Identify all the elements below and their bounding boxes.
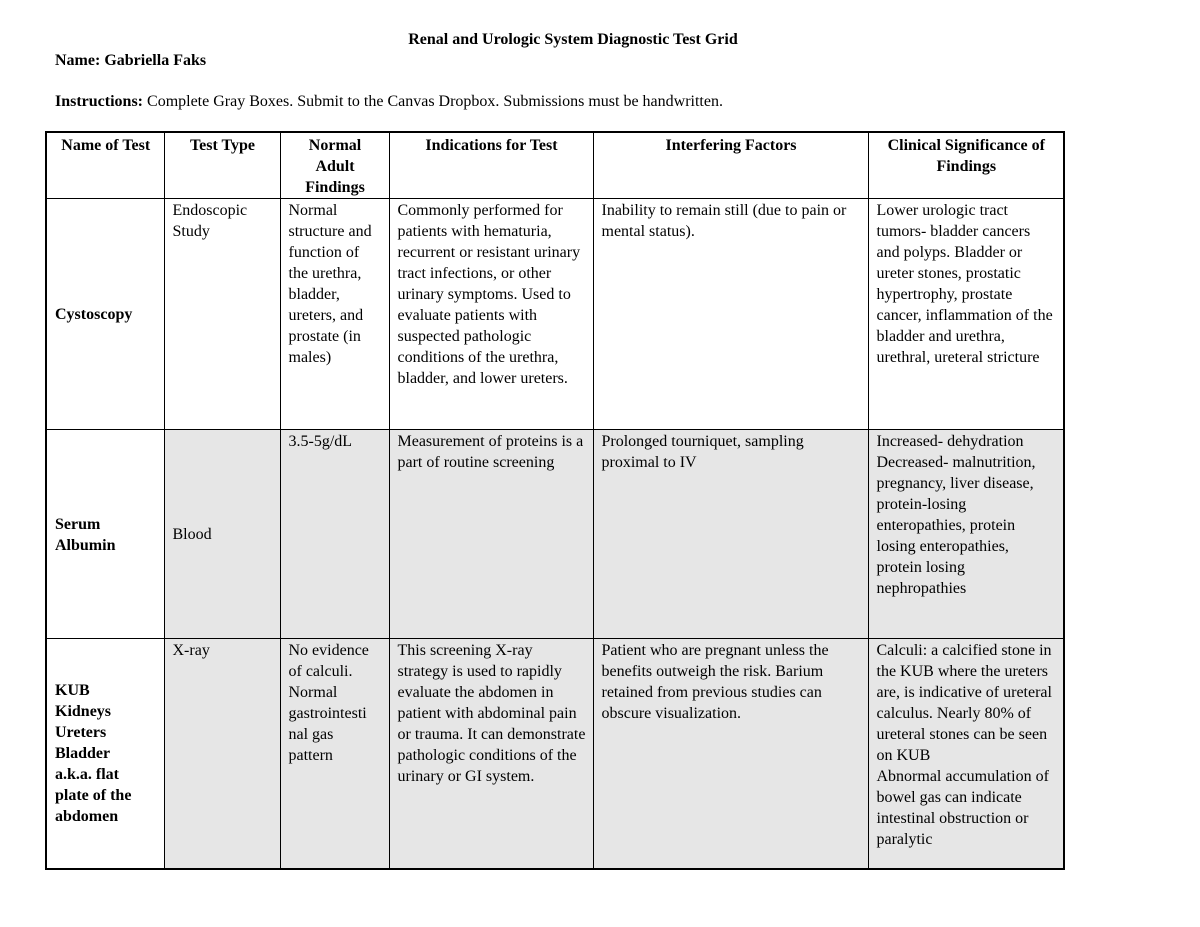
test-type: Blood bbox=[172, 526, 212, 543]
normal-findings-cell bbox=[280, 430, 389, 639]
normal-findings-cell bbox=[280, 199, 389, 430]
indications: Measurement of proteins is a part of routine screening bbox=[397, 433, 584, 471]
indications: Commonly performed for patients with hematuria, recurrent or resistant urinary tract infections, or other urinary symptoms. Used to evaluate patients with suspected pathologic conditions of the urethra, bladder, and lower ureters. bbox=[397, 202, 581, 387]
normal-findings: Normal structure and function of the urethra, bladder, ureters, and prostate (in males) bbox=[288, 202, 372, 366]
instructions-text: Complete Gray Boxes. Submit to the Canvas Dropbox. Submissions must be handwritten. bbox=[143, 93, 723, 110]
indications: This screening X-ray strategy is used to rapidly evaluate the abdomen in patient with abdominal pain or trauma. It can demonstrate pathologic conditions of the urinary or GI system. bbox=[397, 642, 586, 785]
normal-findings: No evidence of calculi. Normal gastrointesti nal gas pattern bbox=[288, 642, 369, 764]
instructions bbox=[55, 92, 723, 112]
test-name: Serum Albumin bbox=[55, 515, 116, 554]
test-type-cell bbox=[164, 199, 280, 430]
test-name-cell bbox=[46, 199, 164, 430]
interfering-factors: Prolonged tourniquet, sampling proximal to IV bbox=[601, 433, 804, 471]
test-name-cell bbox=[46, 639, 164, 869]
interfering-factors: Patient who are pregnant unless the benefits outweigh the risk. Barium retained from previous studies can obscure visualization. bbox=[601, 642, 829, 722]
header-name-of-test: Name of Test bbox=[46, 132, 164, 199]
table-row bbox=[46, 639, 1064, 869]
clinical-significance-cell bbox=[868, 199, 1064, 430]
test-type-cell bbox=[164, 639, 280, 869]
test-type: Endoscopic Study bbox=[172, 202, 248, 240]
document-title: Renal and Urologic System Diagnostic Test Grid bbox=[408, 31, 738, 48]
interfering-factors: Inability to remain still (due to pain or mental status). bbox=[601, 202, 847, 240]
header-interfering-factors: Interfering Factors bbox=[593, 132, 868, 199]
header-clinical-significance: Clinical Significance of Findings bbox=[868, 132, 1064, 199]
test-type: X-ray bbox=[172, 642, 210, 659]
clinical-significance-cell bbox=[868, 430, 1064, 639]
test-name: KUB Kidneys Ureters Bladder a.k.a. flat plate of the abdomen bbox=[55, 682, 132, 826]
clinical-significance-cell bbox=[868, 639, 1064, 869]
clinical-significance: Increased- dehydration Decreased- malnutrition, pregnancy, liver disease, protein-losing enteropathies, protein losing enteropathies, protein losing nephropathies bbox=[876, 433, 1036, 597]
header-row bbox=[46, 132, 1064, 199]
diagnostic-test-grid bbox=[45, 131, 1065, 870]
header-test-type: Test Type bbox=[164, 132, 280, 199]
indications-cell bbox=[389, 199, 593, 430]
header-normal-adult-findings: Normal Adult Findings bbox=[280, 132, 389, 199]
indications-cell bbox=[389, 639, 593, 869]
table-row bbox=[46, 430, 1064, 639]
test-type-cell bbox=[164, 430, 280, 639]
student-name: Name: Gabriella Faks bbox=[55, 52, 207, 69]
interfering-factors-cell bbox=[593, 639, 868, 869]
header-indications: Indications for Test bbox=[389, 132, 593, 199]
normal-findings: 3.5-5g/dL bbox=[288, 433, 353, 450]
clinical-significance: Lower urologic tract tumors- bladder cancers and polyps. Bladder or ureter stones, prostatic hypertrophy, prostate cancer, inflammation of the bladder and urethra, urethral, ureteral stricture bbox=[876, 202, 1053, 366]
test-name-cell bbox=[46, 430, 164, 639]
table-row bbox=[46, 199, 1064, 430]
interfering-factors-cell bbox=[593, 199, 868, 430]
indications-cell bbox=[389, 430, 593, 639]
interfering-factors-cell bbox=[593, 430, 868, 639]
instructions-label: Instructions: bbox=[55, 93, 144, 110]
clinical-significance: Calculi: a calcified stone in the KUB where the ureters are, is indicative of ureteral calculus. Nearly 80% of ureteral stones can be seen on KUB Abnormal accumulation of bowel gas can indicate intestinal obstruction or paralytic bbox=[876, 642, 1052, 848]
test-name: Cystoscopy bbox=[55, 306, 133, 323]
normal-findings-cell bbox=[280, 639, 389, 869]
